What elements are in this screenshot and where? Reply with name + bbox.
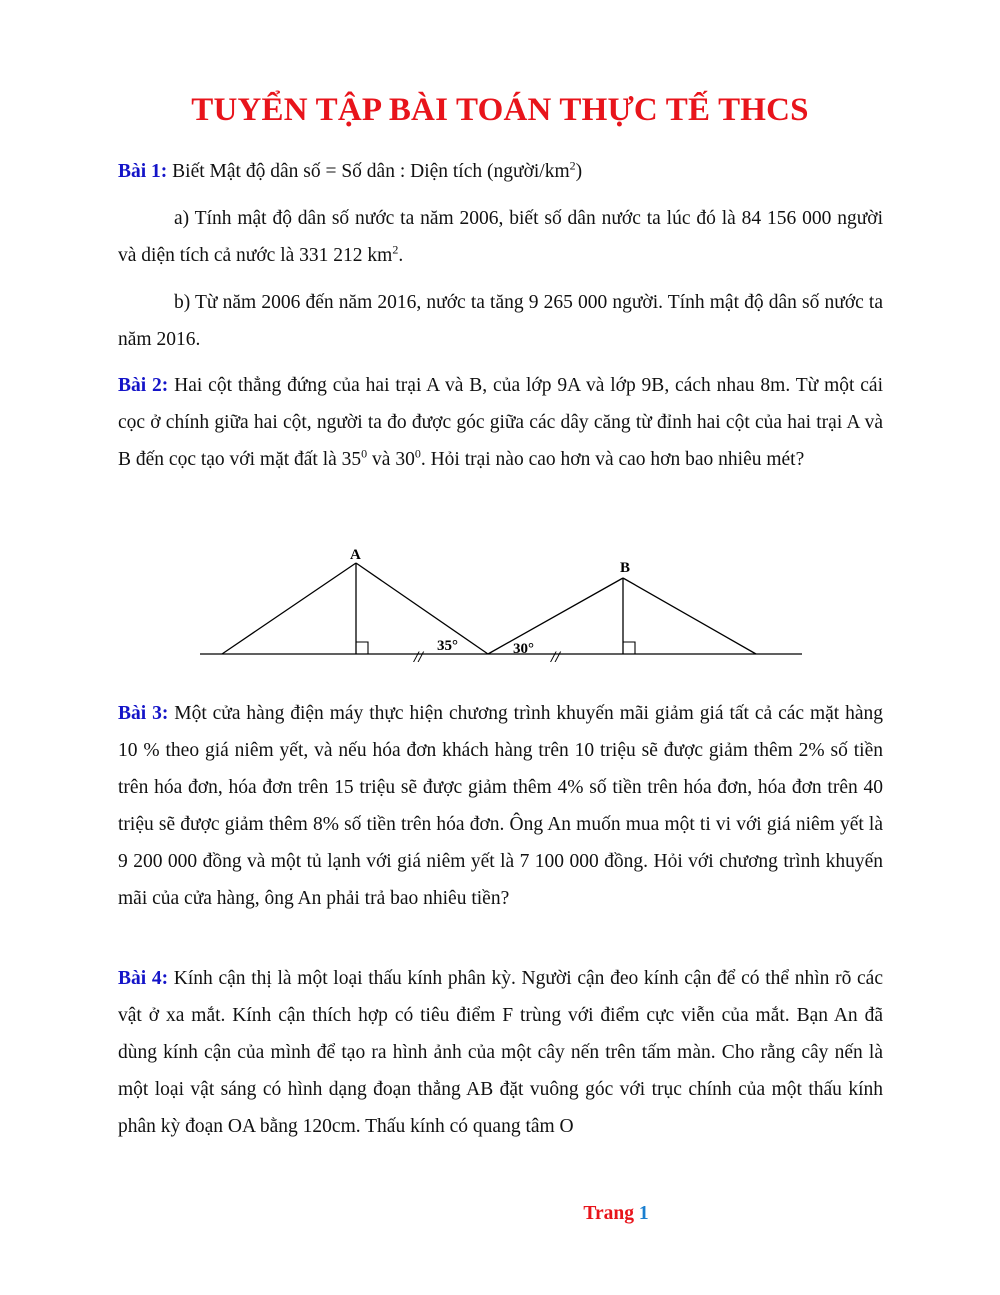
problem-4-label: Bài 4:	[118, 968, 169, 989]
label-a: A	[350, 547, 361, 563]
equal-tick-right: //	[551, 649, 560, 665]
problem-1-intro-end: )	[575, 161, 583, 182]
problem-3	[118, 695, 883, 917]
equal-tick-left: //	[414, 649, 423, 665]
superscript: 2	[392, 242, 399, 257]
superscript: 0	[361, 446, 368, 461]
page-number: 1	[638, 1203, 649, 1224]
right-angle-b	[623, 642, 635, 654]
problem-2	[118, 367, 883, 478]
problem-1-part-b	[118, 284, 883, 358]
rope-a-right	[356, 563, 488, 654]
problem-3-label: Bài 3:	[118, 703, 169, 724]
problem-2-text-3: . Hỏi trại nào cao hơn và cao hơn bao nhiêu mét?	[420, 449, 805, 470]
problem-2-text-2: và 30	[367, 449, 415, 470]
superscript: 2	[569, 158, 576, 173]
problem-1-label: Bài 1:	[118, 161, 168, 182]
angle-35-label: 35°	[437, 638, 458, 654]
problem-1-part-a-end: .	[398, 245, 404, 266]
right-angle-a	[356, 642, 368, 654]
camp-poles-diagram	[195, 540, 805, 665]
problem-1-part-a	[118, 200, 883, 274]
problem-1-intro-text: Biết Mật độ dân số = Số dân : Diện tích (người/km	[167, 161, 570, 182]
rope-b-right	[623, 578, 756, 654]
problem-3-text: Một cửa hàng điện máy thực hiện chương trình khuyến mãi giảm giá tất cả các mặt hàng 10 % theo giá niêm yết, và nếu hóa đơn khách hàng trên 10 triệu sẽ được giảm thêm 2% số tiền trên hóa đơn, hóa đơn trên 15 triệu sẽ được giảm thêm 4% số tiền trên hóa đơn, hóa đơn trên 40 triệu sẽ được giảm thêm 8% số tiền trên hóa đơn. Ông An muốn mua một ti vi với giá niêm yết là 9 200 000 đồng và một tủ lạnh với giá niêm yết là 7 100 000 đồng. Hỏi với chương trình khuyến mãi của cửa hàng, ông An phải trả bao nhiêu tiền?	[118, 703, 883, 909]
rope-b-left	[488, 578, 623, 654]
problem-2-text-1: Hai cột thẳng đứng của hai trại A và B, của lớp 9A và lớp 9B, cách nhau 8m. Từ một cái cọc ở chính giữa hai cột, người ta đo được góc giữa các dây căng từ đỉnh hai cột của hai trại A và B đến cọc tạo với mặt đất là 35	[118, 375, 884, 470]
problem-4-text: Kính cận thị là một loại thấu kính phân kỳ. Người cận đeo kính cận để có thể nhìn rõ các vật ở xa mắt. Kính cận thích hợp có tiêu điểm F trùng với điểm cực viễn của mắt. Bạn An đã dùng kính cận của mình để tạo ra hình ảnh của một cây nến trên tấm màn. Cho rằng cây nến là một loại vật sáng có hình dạng đoạn thẳng AB đặt vuông góc với trục chính của một thấu kính phân kỳ đoạn OA bằng 120cm. Thấu kính có quang tâm O	[118, 968, 883, 1137]
problem-1-part-b-text: b) Từ năm 2006 đến năm 2016, nước ta tăng 9 265 000 người. Tính mật độ dân số nước ta năm 2016.	[118, 292, 883, 350]
problem-2-label: Bài 2:	[118, 375, 169, 396]
rope-a-left	[222, 563, 356, 654]
label-b: B	[620, 560, 631, 576]
problem-1-intro	[118, 153, 883, 190]
angle-30-label: 30°	[513, 641, 534, 657]
page-footer	[0, 1203, 1000, 1225]
superscript: 0	[414, 446, 421, 461]
page-title: TUYỂN TẬP BÀI TOÁN THỰC TẾ THCS	[191, 92, 809, 128]
problem-4	[118, 960, 883, 1145]
footer-label: Trang	[583, 1203, 639, 1224]
problem-1-part-a-text: a) Tính mật độ dân số nước ta năm 2006, biết số dân nước ta lúc đó là 84 156 000 người và diện tích cả nước là 331 212 km	[118, 208, 883, 266]
